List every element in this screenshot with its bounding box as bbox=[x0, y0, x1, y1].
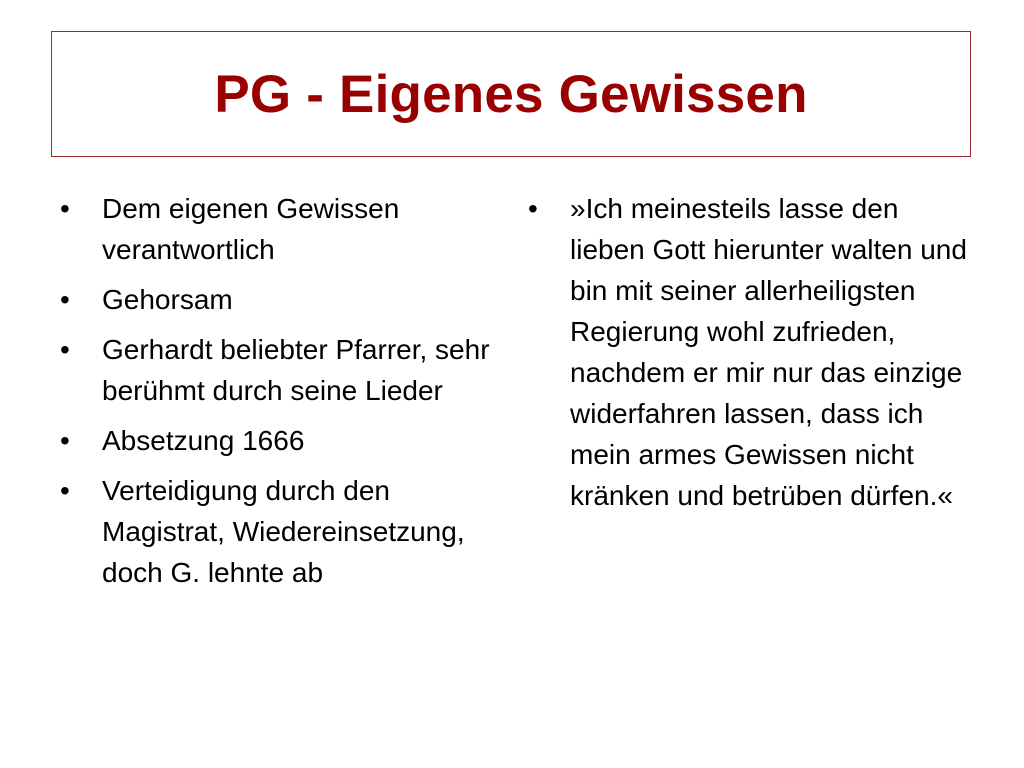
list-item bbox=[60, 420, 490, 461]
bullet-icon: • bbox=[528, 193, 538, 224]
list-item-text: Absetzung 1666 bbox=[102, 425, 305, 456]
quote-text: »Ich meinesteils lasse den lieben Gott hierunter walten und bin mit seiner allerheiligsten Regierung wohl zufrieden, nachdem er mir nur das einzige widerfahren lassen, dass ich mein armes Gewissen nicht kränken und betrüben dürfen.« bbox=[570, 193, 967, 511]
bullet-icon: • bbox=[60, 425, 70, 456]
list-item-text: Dem eigenen Gewissen verantwortlich bbox=[102, 193, 400, 265]
list-item bbox=[60, 279, 490, 320]
title-frame bbox=[51, 31, 971, 157]
quote-item bbox=[528, 188, 978, 516]
list-item bbox=[60, 470, 490, 593]
list-item-text: Gehorsam bbox=[102, 284, 233, 315]
slide-title: PG - Eigenes Gewissen bbox=[214, 64, 808, 124]
bullet-icon: • bbox=[60, 334, 70, 365]
list-item bbox=[60, 329, 490, 411]
list-item-text: Gerhardt beliebter Pfarrer, sehr berühmt durch seine Lieder bbox=[102, 334, 490, 406]
list-item-text: Verteidigung durch den Magistrat, Wiedereinsetzung, doch G. lehnte ab bbox=[102, 475, 465, 588]
bullet-icon: • bbox=[60, 193, 70, 224]
bullet-icon: • bbox=[60, 284, 70, 315]
left-bullet-list bbox=[60, 188, 490, 602]
list-item bbox=[60, 188, 490, 270]
bullet-icon: • bbox=[60, 475, 70, 506]
right-bullet-list bbox=[528, 188, 978, 525]
